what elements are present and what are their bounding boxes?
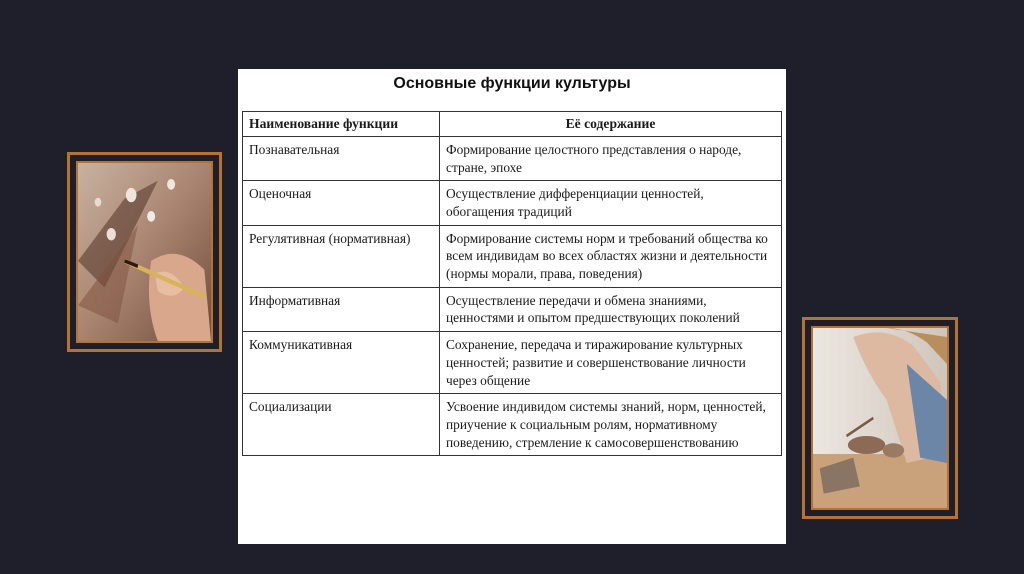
function-content: Формирование системы норм и требований общества ко всем индивидам во всех областях жизни и деятельности (нормы морали, права, поведения) [440,225,782,287]
pottery-woman-photo [813,328,947,508]
function-name: Познавательная [243,136,440,180]
table-row [243,136,782,180]
right-photo-frame [802,317,958,519]
table-row [243,181,782,225]
painting-hand-photo [78,163,211,341]
function-name: Информативная [243,287,440,331]
table-title: Основные функции культуры [393,75,631,92]
function-name: Регулятивная (нормативная) [243,225,440,287]
header-function-name: Наименование функции [243,112,440,137]
table-row [243,287,782,331]
function-content: Осуществление передачи и обмена знаниями, ценностями и опытом предшествующих поколений [440,287,782,331]
function-content: Формирование целостного представления о народе, стране, эпохе [440,136,782,180]
function-content: Сохранение, передача и тиражирование культурных ценностей; развитие и совершенствование личности через общение [440,332,782,394]
culture-functions-card [238,69,786,544]
function-name: Оценочная [243,181,440,225]
function-name: Коммуникативная [243,332,440,394]
culture-functions-table [242,111,782,456]
function-name: Социализации [243,394,440,456]
header-content: Её содержание [440,112,782,137]
function-content: Осуществление дифференциации ценностей, обогащения традиций [440,181,782,225]
table-row [243,332,782,394]
table-row [243,394,782,456]
table-row [243,225,782,287]
table-header-row [243,112,782,137]
left-photo-frame [67,152,222,352]
function-content: Усвоение индивидом системы знаний, норм, ценностей, приучение к социальным ролям, нормативному поведению, стремление к самосовершенствованию [440,394,782,456]
